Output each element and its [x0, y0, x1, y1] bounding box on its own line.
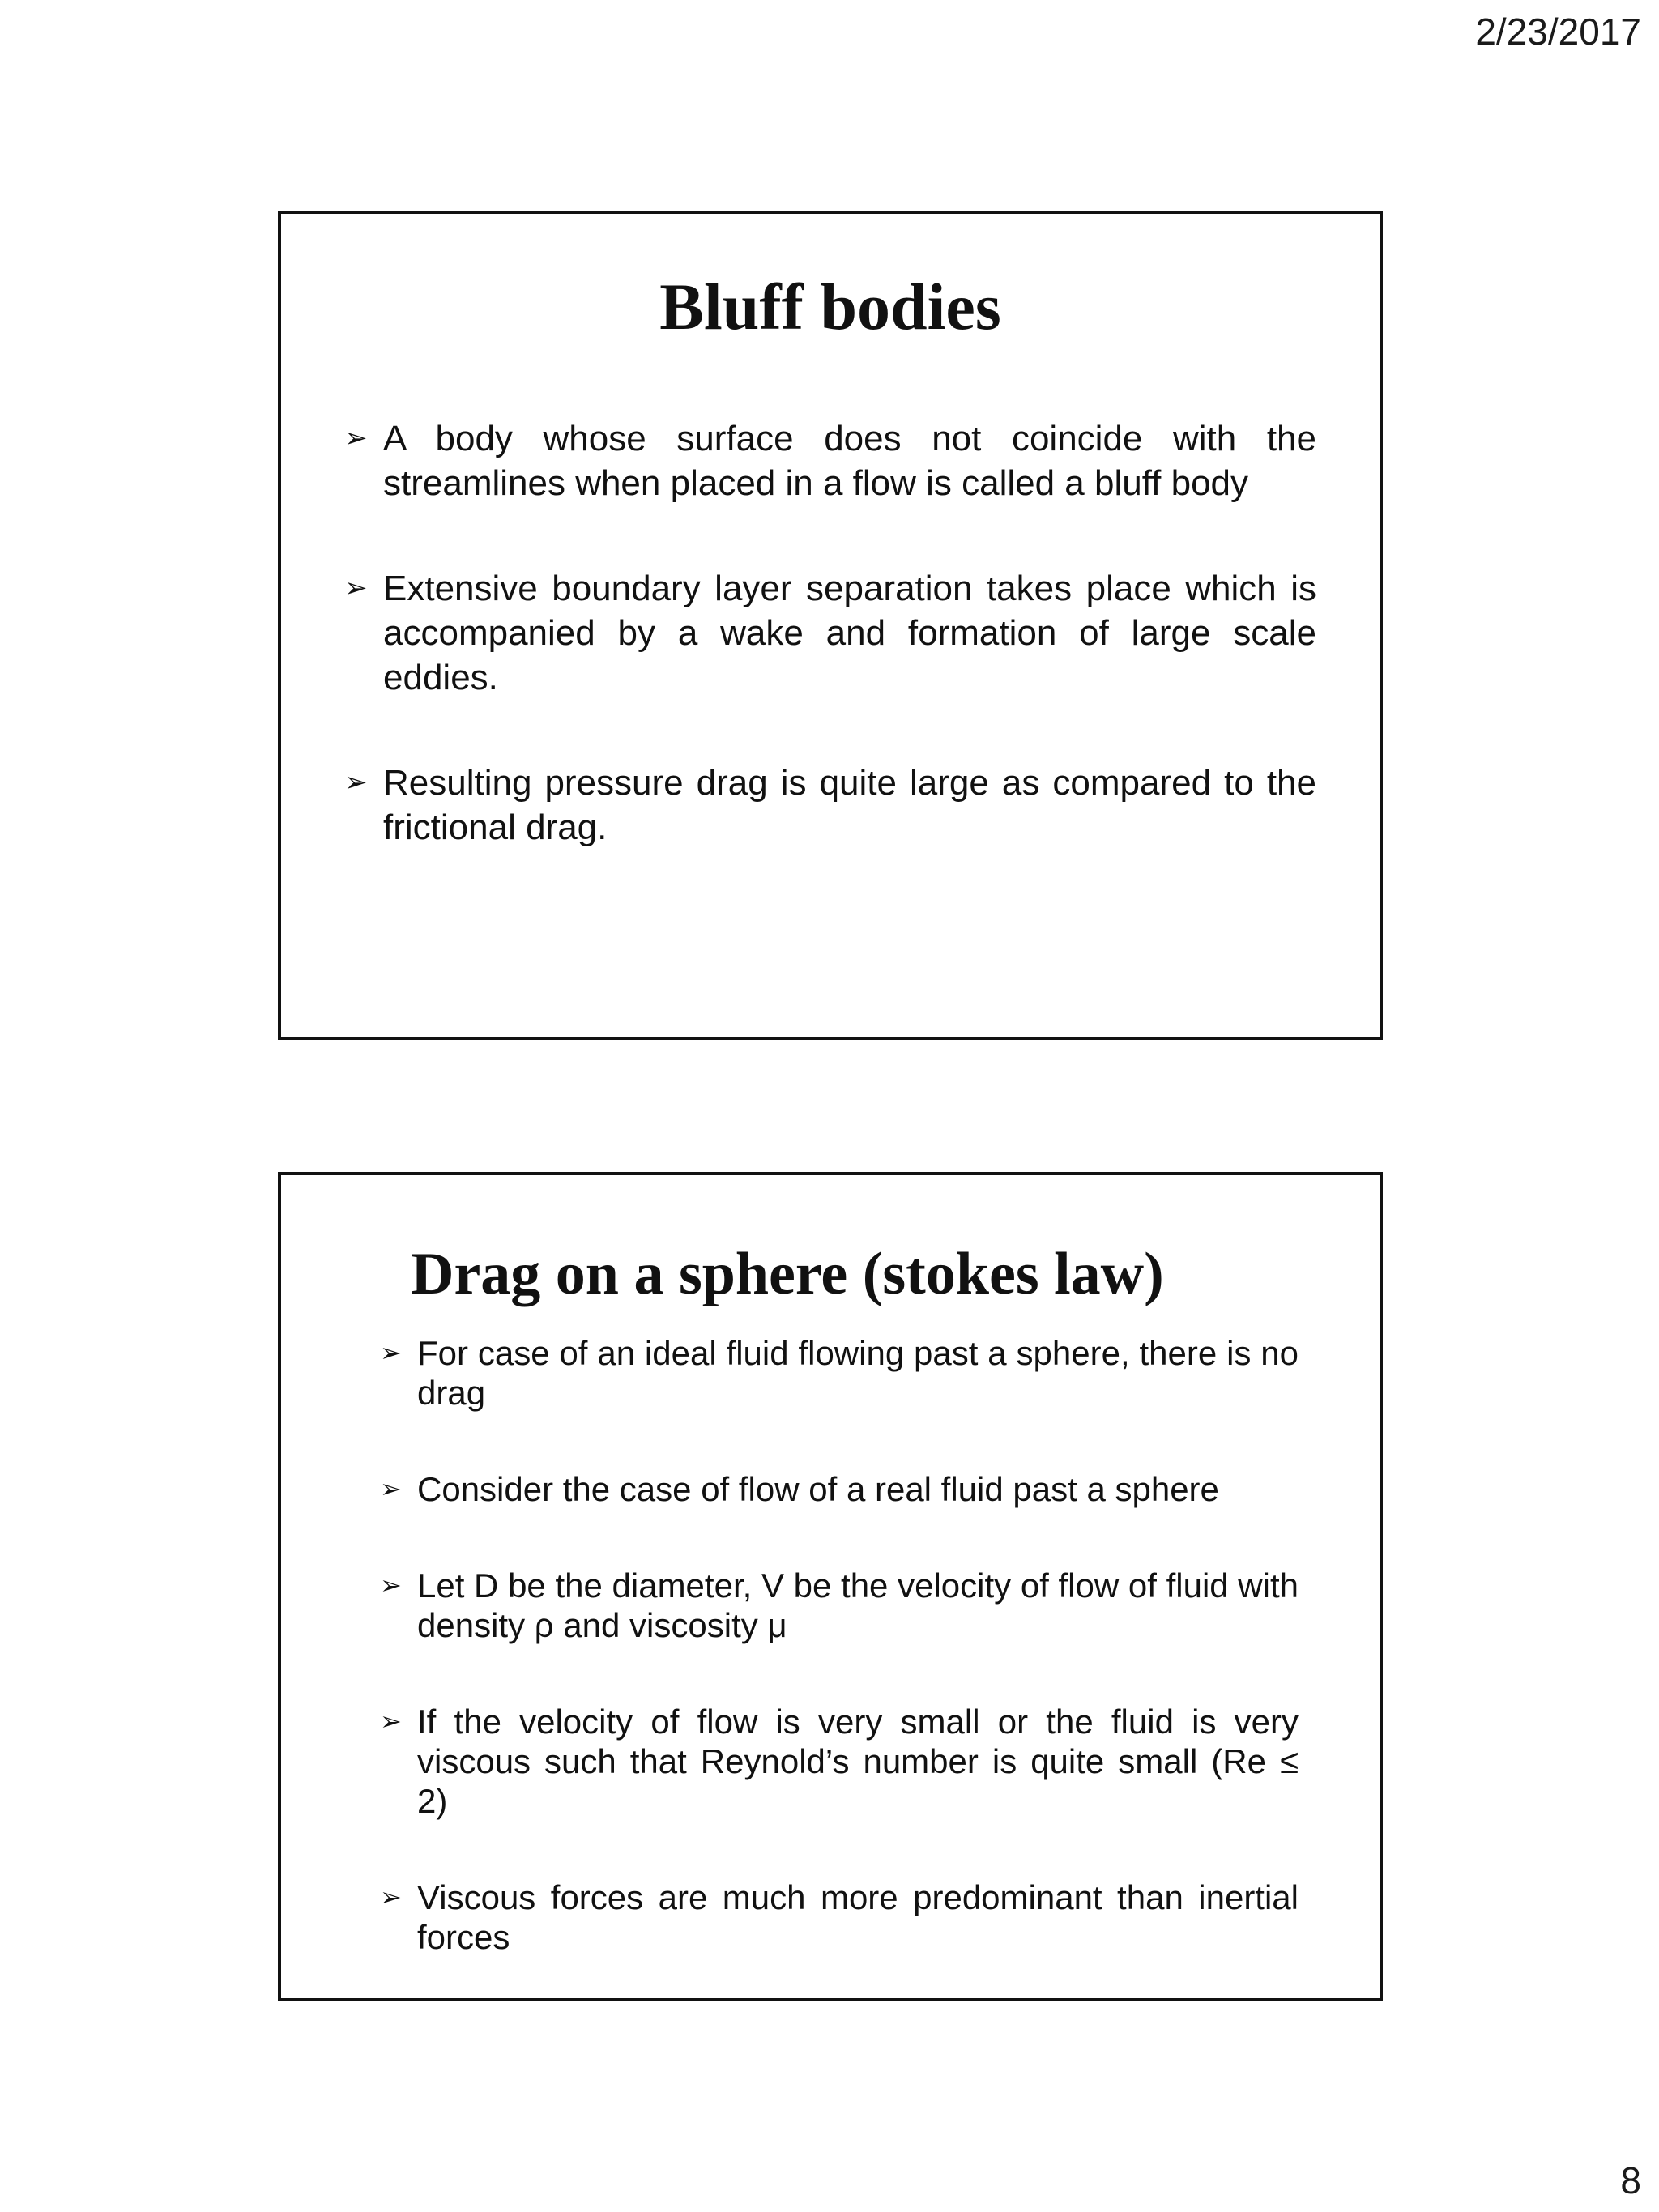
- bullet-text: A body whose surface does not coincide with the streamlines when placed in a flow is called a bluff body: [383, 419, 1316, 504]
- slide-title: Bluff bodies: [659, 270, 1001, 343]
- slide-drag-on-sphere: [278, 1172, 1383, 2001]
- bullet-text: Let D be the diameter, V be the velocity of flow of fluid with density ρ and viscosity μ: [417, 1566, 1299, 1645]
- bullet-text: If the velocity of flow is very small or the fluid is very viscous such that Reynold’s number is quite small (Re ≤ 2): [417, 1703, 1299, 1821]
- page-date: 2/23/2017: [1475, 11, 1641, 53]
- bullet-text: Consider the case of flow of a real fluid past a sphere: [417, 1470, 1219, 1509]
- bullet-list: [281, 416, 1380, 850]
- bullet-item: [380, 1469, 1299, 1509]
- arrowhead-bullet-icon: ➢: [380, 1706, 402, 1737]
- slide-bluff-bodies: [278, 211, 1383, 1040]
- bullet-text: For case of an ideal fluid flowing past a sphere, there is no drag: [417, 1334, 1299, 1413]
- page-number: 8: [1620, 2159, 1641, 2201]
- arrowhead-bullet-icon: ➢: [380, 1882, 402, 1913]
- bullet-list: [281, 1333, 1380, 1957]
- arrowhead-bullet-icon: ➢: [344, 766, 368, 799]
- bullet-item: [380, 1333, 1299, 1413]
- bullet-item: [380, 1877, 1299, 1957]
- arrowhead-bullet-icon: ➢: [344, 572, 368, 605]
- bullet-item: [344, 566, 1316, 700]
- slide-title: Drag on a sphere (stokes law): [411, 1241, 1164, 1307]
- arrowhead-bullet-icon: ➢: [380, 1337, 402, 1369]
- bullet-text: Viscous forces are much more predominant than inertial forces: [417, 1878, 1299, 1957]
- arrowhead-bullet-icon: ➢: [380, 1473, 402, 1505]
- bullet-item: [344, 761, 1316, 850]
- bullet-item: [380, 1566, 1299, 1645]
- arrowhead-bullet-icon: ➢: [380, 1570, 402, 1601]
- bullet-item: [344, 416, 1316, 505]
- bullet-item: [380, 1702, 1299, 1821]
- bullet-text: Resulting pressure drag is quite large as compared to the frictional drag.: [383, 763, 1316, 848]
- bullet-text: Extensive boundary layer separation takes place which is accompanied by a wake and formation of large scale eddies.: [383, 569, 1316, 698]
- arrowhead-bullet-icon: ➢: [344, 422, 368, 455]
